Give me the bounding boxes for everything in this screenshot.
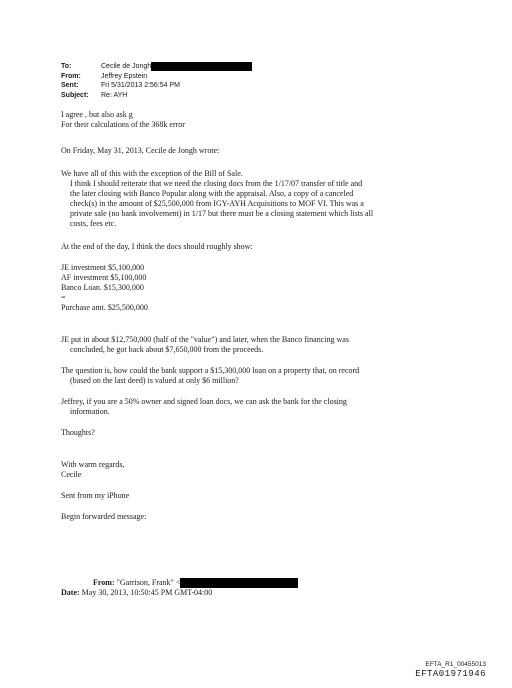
forwarded-date-value: May 30, 2013, 10:50:45 PM GMT-04:00 (81, 588, 213, 597)
from-label: From: (61, 72, 81, 80)
begin-forwarded: Begin forwarded message: (61, 512, 147, 521)
redaction-box (180, 578, 298, 588)
from-row (61, 72, 252, 82)
redaction-box (151, 62, 252, 71)
sent-row (61, 81, 252, 91)
regards-line-2: Cecile (61, 470, 82, 479)
to-label: To: (61, 63, 72, 70)
reply-line-1: I agree , but also ask g (61, 110, 133, 119)
forwarded-from-row (61, 578, 298, 588)
bates-number-1: EFTA_R1_00455013 (425, 661, 486, 668)
bates-footer (415, 661, 486, 680)
regards-line-1: With warm regards, (61, 460, 125, 469)
forwarded-date-label: Date: (61, 588, 80, 597)
investment-equals: = (61, 293, 66, 302)
email-header (61, 62, 252, 100)
email-body (61, 110, 456, 522)
to-value: Cecile de Jongh (101, 63, 152, 70)
subject-row (61, 91, 252, 101)
from-value: Jeffrey Epstein (101, 72, 148, 80)
forwarded-date-row (61, 588, 298, 598)
sent-value: Fri 5/31/2013 2:56:54 PM (101, 82, 180, 89)
quote-intro: On Friday, May 31, 2013, Cecile de Jongh wrote: (61, 146, 220, 155)
paragraph-je: JE put in about $12,750,000 (half of the "value") and later, when the Banco financing was concluded, he got back about $7,650,000 from the proceeds. (61, 335, 349, 354)
bates-number-2: EFTA01971946 (415, 669, 486, 679)
sent-from: Sent from my iPhone (61, 491, 130, 500)
forwarded-header (61, 578, 298, 598)
quoted-paragraph-1: We have all of this with the exception of the Bill of Sale. I think I should reiterate that we need the closing docs from the 1/17/07 transfer of title and the later closing with Banco Popular along with the appraisal. Also, a copy of a canceled check(s) in the amount of $25,500,000 from IGY-AYH Acquisitions to MOF VI. This was a private sale (no bank involvement) in 1/17 but there must be a closing statement which lists all costs, fees etc. (61, 169, 374, 228)
subject-label: Subject: (61, 91, 89, 99)
docs-intro: At the end of the day, I think the docs should roughly show: (61, 242, 253, 251)
subject-value: Re: AYH (101, 91, 128, 99)
sent-label: Sent: (61, 82, 79, 89)
investment-list (61, 263, 456, 313)
to-row (61, 62, 252, 72)
reply-line-2: For their calculations of the 368k error (61, 120, 185, 129)
thoughts: Thoughts? (61, 428, 95, 437)
investment-je: JE investment $5,100,000 (61, 263, 145, 272)
investment-bank-loan: Banco Loan. $15,300,000 (61, 283, 144, 292)
investment-af: AF investment $5,100,000 (61, 273, 147, 282)
paragraph-question: The question is, how could the bank support a $15,300,000 loan on a property that, on record (based on the last deed) is valued at only $6 million? (61, 366, 360, 385)
forwarded-from-label: From: (93, 578, 115, 587)
forwarded-from-value: "Garrison, Frank" < (116, 578, 181, 587)
paragraph-jeffrey: Jeffrey, if you are a 50% owner and signed loan docs, we can ask the bank for the closing information. (61, 397, 347, 416)
investment-total: Purchase amt. $25,500,000 (61, 303, 148, 312)
